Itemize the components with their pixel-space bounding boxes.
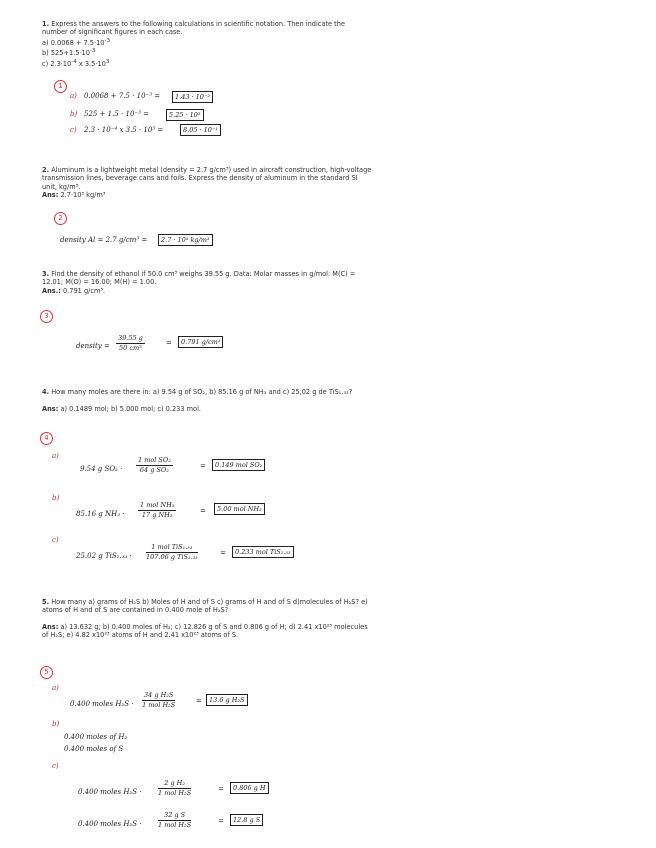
hw4a-fraction	[136, 456, 173, 475]
q4-ans: a) 0.1489 mol; b) 5.000 mol; c) 0.233 mol.	[58, 405, 202, 414]
hw5a-fraction	[142, 691, 175, 710]
hw5c2-num: 32 g S	[158, 811, 191, 821]
hw4b-lhs: 85.16 g NH₃ ·	[76, 510, 125, 518]
q4-number: 4.	[42, 388, 50, 396]
hw5c1-fraction	[158, 779, 191, 798]
hw4c-fraction	[146, 543, 198, 562]
q1-b-exp: -3	[89, 48, 96, 55]
hw4b-fraction	[138, 501, 176, 520]
q5-text: How many a) grams of H₂S b) Moles of H and of S c) grams of H and of S d)molecules of H₂S? e) atoms of H and of S are contained in 0.400 mole of H₂S?	[42, 598, 368, 615]
q2-number: 2.	[42, 166, 50, 174]
q4-text: How many moles are there in: a) 9.54 g of SO₂, b) 85.16 g of NH₃ and c) 25,02 g de TiS₁.₃₃?	[51, 388, 353, 396]
hw5b-line-1: 0.400 moles of H₂	[64, 733, 128, 741]
q1-item-c: c) 2.3·10	[42, 60, 72, 69]
q1-item-b: b) 525+1.5·10	[42, 49, 90, 58]
hw1-label-c: c)	[70, 126, 77, 134]
q1-c-exp1: -4	[71, 59, 77, 65]
hw5c2-fraction	[158, 811, 191, 830]
hw5c2-lhs: 0.400 moles H₂S ·	[78, 820, 142, 828]
q2-text: Aluminum is a lightweight metal (density = 2.7 g/cm³) used in aircraft construction, high-voltage transmission lines, beverage cans and foils. Express the density of aluminum in the standard SI unit, kg/m³.	[42, 166, 372, 191]
hw2-line: density Al = 2.7 g/cm³ =	[60, 236, 148, 244]
hw4-label-c: c)	[52, 536, 59, 544]
hw1-line-b: 525 + 1.5 · 10⁻³ =	[84, 110, 149, 118]
hw5c1-den: 1 mol H₂S	[158, 789, 192, 797]
hw2-box: 2.7 · 10³ kg/m³	[158, 234, 213, 246]
hw5c2-equals: =	[218, 817, 224, 825]
hw1-box-b: 5.25 · 10²	[166, 109, 204, 121]
hw3-num: 39.55 g	[118, 334, 143, 342]
hw4a-equals: =	[200, 462, 206, 470]
q1-item-a: a) 0.0068 + 7.5·10	[42, 39, 105, 47]
hw5c1-num: 2 g H₂	[158, 779, 191, 789]
q3-ans-label: Ans.:	[42, 286, 61, 295]
question-1	[42, 20, 372, 69]
q1-c-exp2: 3	[105, 59, 110, 65]
answer-4-circle: 4	[40, 432, 53, 445]
hw5a-equals: =	[196, 697, 202, 705]
q2-ans-label: Ans:	[42, 191, 59, 200]
hw4a-lhs: 9.54 g SO₂ ·	[80, 465, 123, 473]
hw5a-den: 1 mol H₂S	[142, 701, 176, 709]
hw5c1-equals: =	[218, 785, 224, 793]
hw4b-equals: =	[200, 507, 206, 515]
answer-1-circle: 1	[54, 80, 67, 93]
q4-ans-label: Ans:	[42, 405, 59, 414]
hw4b-box: 5.00 mol NH₃	[214, 503, 265, 515]
q5-ans-label: Ans:	[42, 622, 59, 631]
hw4a-den: 64 g SO₂	[139, 466, 169, 474]
hw3-equals: =	[166, 339, 172, 347]
hw1-line-c: 2.3 · 10⁻⁴ x 3.5 · 10³ =	[84, 126, 164, 134]
hw5c2-den: 1 mol H₂S	[158, 821, 192, 829]
question-3	[42, 270, 372, 295]
hw4b-num: 1 mol NH₃	[140, 501, 175, 509]
hw1-line-a: 0.0068 + 7.5 · 10⁻³ =	[84, 92, 161, 100]
q5-number: 5.	[42, 598, 50, 606]
hw4b-den: 17 g NH₃	[141, 511, 173, 519]
answer-5-circle: 5	[40, 666, 53, 679]
q3-text: Find the density of ethanol if 50.0 cm³ weighs 39.55 g. Data: Molar masses in g/mol: M(C) = 12.01; M(O) = 16.00; M(H) = 1.00.	[42, 270, 356, 287]
hw5a-num: 34 g H₂S	[144, 691, 174, 699]
hw4a-num: 1 mol SO₂	[138, 456, 171, 464]
q1-c-mid: x 3.5·10	[76, 60, 106, 69]
q2-ans: 2.7·10³ kg/m³	[58, 191, 106, 200]
hw1-box-c: 8.05 · 10⁻¹	[180, 124, 221, 136]
hw4-label-b: b)	[52, 494, 60, 502]
hw5-label-c: c)	[52, 762, 59, 770]
answer-2-circle: 2	[54, 212, 67, 225]
q1-number: 1.	[42, 20, 50, 28]
hw4c-equals: =	[220, 549, 226, 557]
hw1-label-a: a)	[70, 92, 77, 100]
q1-a-exp: -3	[104, 37, 110, 44]
hw3-den: 50 cm³	[119, 344, 142, 352]
hw5c2-box: 12.8 g S	[230, 814, 263, 826]
answer-3-circle: 3	[40, 310, 53, 323]
hw4a-box: 0.149 mol SO₂	[212, 459, 265, 471]
hw5c1-box: 0.806 g H	[230, 782, 269, 794]
hw3-fraction	[116, 334, 145, 353]
hw3-box: 0.791 g/cm³	[178, 336, 223, 348]
q3-number: 3.	[42, 270, 50, 278]
hw5a-box: 13.6 g H₂S	[206, 694, 248, 706]
hw1-box-a: 1.43 · 10⁻²	[172, 91, 213, 103]
hw3-lhs: density =	[76, 342, 110, 350]
q1-text: Express the answers to the following calculations in scientific notation. Then indicate the number of significant figures in each case.	[42, 20, 345, 37]
hw4c-lhs: 25.02 g TiS₁.₃₃ ·	[76, 552, 132, 560]
hw5c1-lhs: 0.400 moles H₂S ·	[78, 788, 142, 796]
question-5	[42, 598, 372, 640]
q3-ans: 0.791 g/cm³.	[60, 286, 106, 295]
hw1-label-b: b)	[70, 110, 78, 118]
hw4-label-a: a)	[52, 452, 59, 460]
question-4	[42, 388, 372, 414]
hw5b-line-2: 0.400 moles of S	[64, 745, 124, 753]
hw4c-den: 107.06 g TiS₁.₃₃	[146, 553, 198, 561]
hw4c-num: 1 mol TiS₁.₃₃	[146, 543, 198, 553]
hw5-label-b: b)	[52, 720, 60, 728]
hw5-label-a: a)	[52, 684, 59, 692]
question-2	[42, 166, 372, 200]
hw5a-lhs: 0.400 moles H₂S ·	[70, 700, 134, 708]
q5-ans: a) 13.632 g; b) 0.400 moles of H₂; c) 12.826 g of S and 0.806 g of H; d) 2.41 x10²³ molecules of H₂S; e) 4.82 x10²³ atoms of H and 2.41 x10²³ atoms of S.	[42, 622, 368, 640]
hw4c-box: 0.233 mol TiS₁.₃₃	[232, 546, 294, 558]
